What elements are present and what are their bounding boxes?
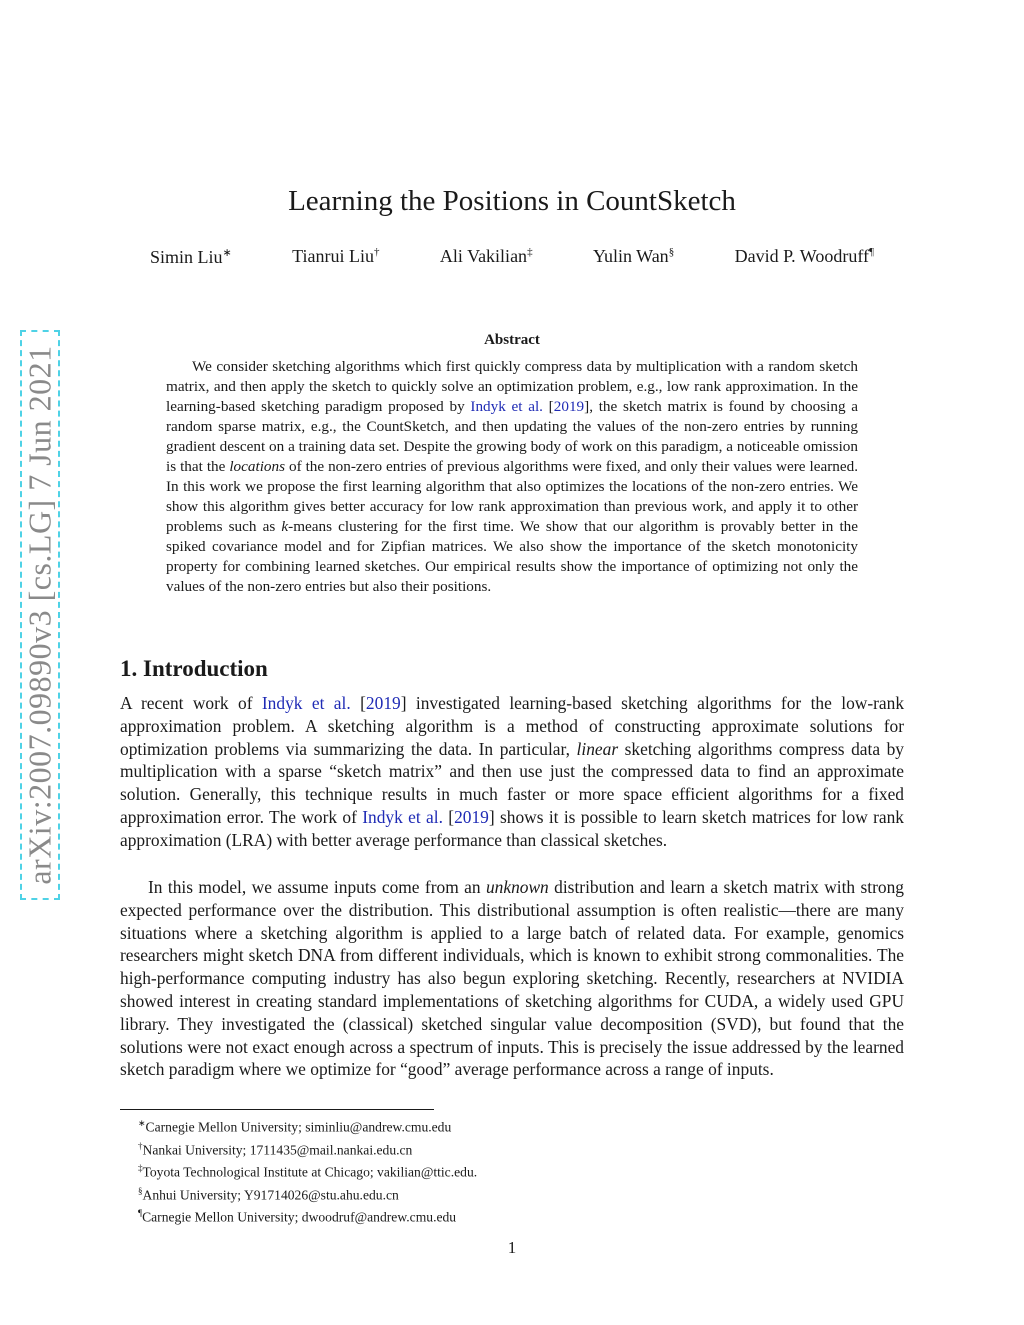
intro-paragraph-2: In this model, we assume inputs come from an unknown distribution and learn a sketch matrix with strong expected performance over the distribution. This distributional assumption is often realistic—there are many situations where a sketching algorithm is applied to a large batch of related data. For example, genomics researchers might sketch DNA from different individuals, which is known to exhibit strong commonalities. The high-performance computing industry has also begun exploring sketching. Recently, researchers at NVIDIA showed interest in creating standard implementations of sketching algorithms for CUDA, a widely used GPU library. They investigated the (classical) sketched singular value decomposition (SVD), but found that the solutions were not exact enough across a spectrum of inputs. This is precisely the issue addressed by the learned sketch paradigm where we optimize for “good” average performance across a range of inputs.: [120, 877, 904, 1080]
author-footnote-mark[interactable]: ¶: [868, 246, 874, 258]
citation-link[interactable]: Indyk et al.: [362, 806, 443, 827]
page-number: 1: [507, 1238, 517, 1257]
footnote: ‡Toyota Technological Institute at Chicago; vakilian@ttic.edu.: [138, 1163, 478, 1180]
footnote-list: [138, 1114, 477, 1227]
citation-year-link[interactable]: 2019: [454, 806, 489, 827]
citation-year-link[interactable]: 2019: [553, 398, 585, 415]
intro-paragraph-1: A recent work of Indyk et al. [2019] investigated learning-based sketching algorithms for the low-rank approximation problem. A sketching algorithm is a method of constructing approximate solutions for optimization problems via summarizing the data. In particular, linear sketching algorithms compress data by multiplication with a sparse “sketch matrix” and then use just the compressed data to find an approximate solution. Generally, this technique results in much faster or more space efficient algorithms for a fixed approximation error. The work of Indyk et al. [2019] shows it is possible to learn sketch matrices for low rank approximation (LRA) with better average performance than classical sketches.: [120, 693, 905, 850]
citation-link[interactable]: Indyk et al.: [470, 398, 543, 415]
author: Simin Liu∗: [150, 247, 232, 267]
footnote: ∗Carnegie Mellon University; siminliu@andrew.cmu.edu: [138, 1118, 452, 1135]
citation-link[interactable]: Indyk et al.: [261, 693, 351, 713]
abstract-text: We consider sketching algorithms which first quickly compress data by multiplication with a random sketch matrix, and then apply the sketch to quickly solve an optimization problem, e.g., low rank approximation. In the learning-based sketching paradigm proposed by Indyk et al. [2019], the sketch matrix is found by choosing a random sparse matrix, e.g., the CountSketch, and then updating the values of the non-zero entries by running gradient descent on a training data set. Despite the growing body of work on this paradigm, a noticeable omission is that the locations of the non-zero entries of previous algorithms were fixed, and only their values were learned. In this work we propose the first learning algorithm that also optimizes the locations of the non-zero entries. We show this algorithm gives better accuracy for low rank approximation than previous work, and apply it to other problems such as k-means clustering for the first time. We show that our algorithm is provably better in the spiked covariance model and for Zipfian matrices. We also show the importance of the sketch monotonicity property for combining learned sketches. Our empirical results show the importance of optimizing not only the values of the non-zero entries but also their positions.: [166, 358, 859, 595]
arxiv-identifier-stamp[interactable]: [20, 330, 60, 900]
author-list: [150, 246, 874, 268]
footnote: †Nankai University; 1711435@mail.nankai.edu.cn: [138, 1140, 413, 1158]
author: Ali Vakilian‡: [439, 246, 533, 266]
arxiv-identifier-text: arXiv:2007.09890v3 [cs.LG] 7 Jun 2021: [21, 345, 58, 885]
section-heading-introduction: 1. Introduction: [120, 656, 268, 681]
abstract-heading: Abstract: [484, 332, 540, 348]
author: Tianrui Liu†: [292, 246, 380, 266]
author-footnote-mark[interactable]: ∗: [222, 247, 232, 259]
footnote: ¶Carnegie Mellon University; dwoodruf@andrew.cmu.edu: [138, 1208, 457, 1225]
paper-title: Learning the Positions in CountSketch: [288, 185, 736, 217]
author: Yulin Wan§: [592, 246, 675, 266]
footnote: §Anhui University; Y91714026@stu.ahu.edu.cn: [138, 1185, 399, 1203]
footnote-divider: [120, 1109, 434, 1110]
author: David P. Woodruff¶: [734, 246, 874, 266]
citation-year-link[interactable]: 2019: [365, 693, 401, 713]
author-footnote-mark[interactable]: §: [668, 246, 675, 258]
author-footnote-mark[interactable]: ‡: [527, 246, 533, 258]
author-footnote-mark[interactable]: †: [373, 246, 380, 258]
